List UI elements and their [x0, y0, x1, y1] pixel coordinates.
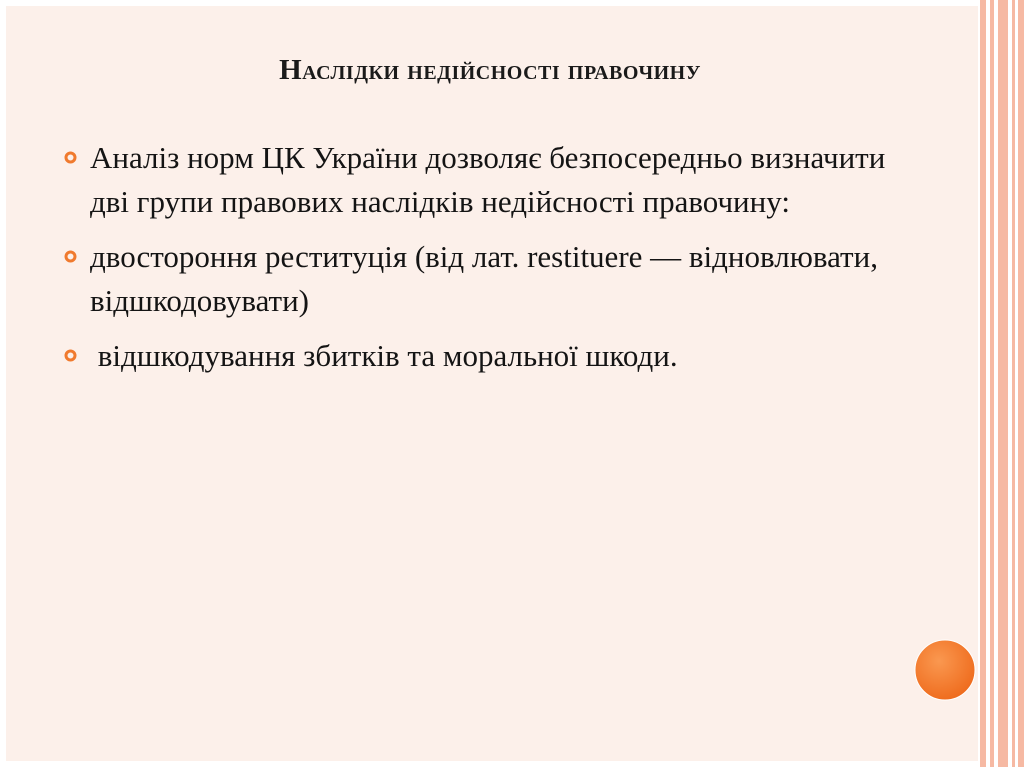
right-decorative-stripe	[1018, 0, 1024, 767]
right-decorative-stripe	[1012, 0, 1015, 767]
right-decorative-stripe	[980, 0, 986, 767]
bullet-text: двостороння реституція (від лат. restituere — відновлювати, відшкодовувати)	[90, 239, 878, 318]
right-decorative-stripe	[990, 0, 994, 767]
bullet-text: Аналіз норм ЦК України дозволяє безпосередньо визначити дві групи правових наслідків недійсності правочину:	[90, 140, 886, 219]
ring-bullet-icon	[64, 250, 77, 263]
bullet-item	[60, 136, 890, 224]
right-decorative-stripe	[998, 0, 1008, 767]
bullet-list	[60, 136, 890, 389]
ring-bullet-icon	[64, 349, 77, 362]
bullet-item	[60, 235, 890, 323]
orange-circle-decoration	[914, 639, 976, 701]
ring-bullet-icon	[64, 151, 77, 164]
bullet-text: відшкодування збитків та моральної шкоди.	[90, 338, 678, 373]
bullet-item	[60, 334, 890, 378]
slide-title: Наслідки недійсності правочину	[279, 54, 701, 86]
